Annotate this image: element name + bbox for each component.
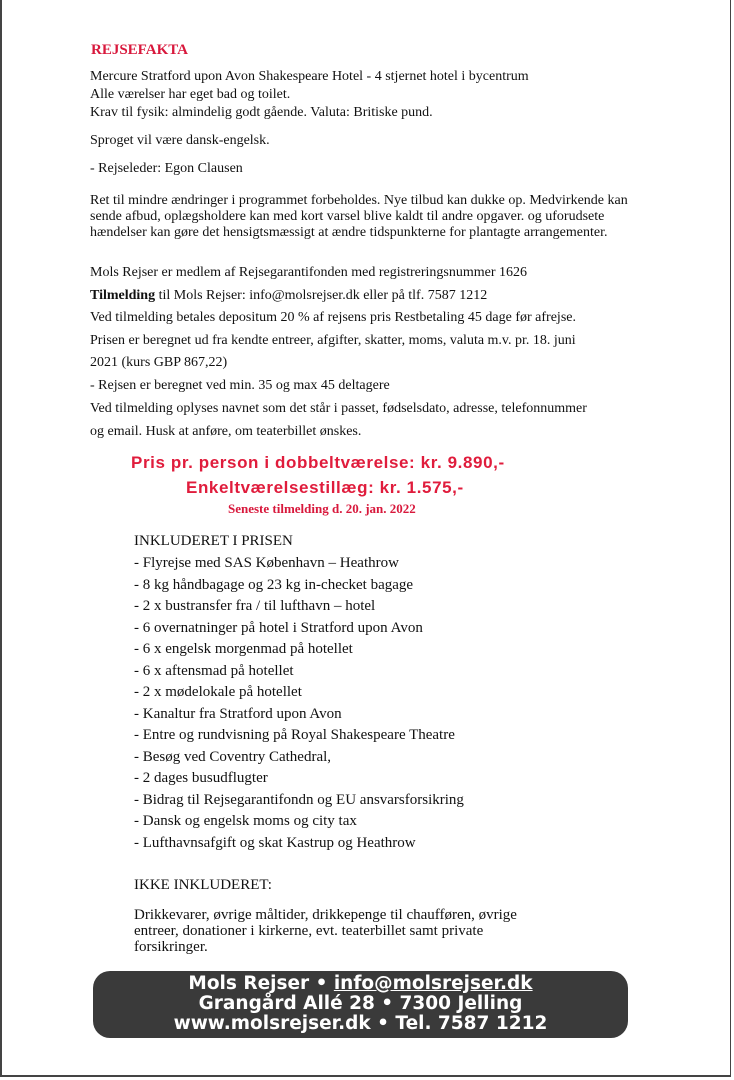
guide-line: - Rejseleder: Egon Clausen	[90, 161, 243, 176]
fitness-line: Krav til fysik: almindelig godt gående. Valuta: Britiske pund.	[90, 105, 433, 120]
excluded-heading: IKKE INKLUDERET:	[134, 877, 272, 893]
participants-line: - Rejsen er beregnet ved min. 35 og max 45 deltagere	[90, 378, 390, 393]
list-item: - Bidrag til Rejsegarantifondn og EU ansvarsforsikring	[134, 791, 464, 808]
email-link[interactable]: info@molsrejser.dk	[333, 973, 533, 994]
price-basis-line-2: 2021 (kurs GBP 867,22)	[90, 355, 228, 370]
list-item: - 6 overnatninger på hotel i Stratford upon Avon	[134, 619, 423, 636]
included-heading: INKLUDERET I PRISEN	[134, 533, 293, 549]
membership-line: Mols Rejser er medlem af Rejsegarantifonden med registreringsnummer 1626	[90, 265, 527, 280]
signup-deadline: Seneste tilmelding d. 20. jan. 2022	[228, 501, 416, 516]
list-item: - Dansk og engelsk moms og city tax	[134, 813, 357, 829]
list-item: - Kanaltur fra Stratford upon Avon	[134, 705, 342, 722]
footer-address: Grangård Allé 28 • 7300 Jelling	[198, 993, 523, 1014]
deposit-line: Ved tilmelding betales depositum 20 % af rejsens pris Restbetaling 45 dage før afrejse.	[90, 310, 576, 325]
list-item: - Flyrejse med SAS København – Heathrow	[134, 555, 399, 571]
hotel-line: Mercure Stratford upon Avon Shakespeare Hotel - 4 stjernet hotel i bycentrum	[90, 69, 529, 84]
signup-details: til Mols Rejser: info@molsrejser.dk eller på tlf. 7587 1212	[155, 288, 488, 303]
included-list	[134, 553, 464, 854]
signup-label: Tilmelding	[90, 288, 156, 303]
signup-line	[90, 288, 487, 304]
language-line: Sproget vil være dansk-engelsk.	[90, 133, 270, 148]
info-line-1: Ved tilmelding oplyses navnet som det står i passet, fødselsdato, adresse, telefonnummer	[90, 401, 587, 416]
price-basis-line-1: Prisen er beregnet ud fra kendte entreer, afgifter, skatter, moms, valuta m.v. pr. 18. juni	[90, 333, 576, 348]
info-line-2: og email. Husk at anføre, om teaterbillet ønskes.	[90, 424, 362, 439]
footer-company: Mols Rejser •	[188, 973, 334, 994]
list-item: - Entre og rundvisning på Royal Shakespeare Theatre	[134, 727, 455, 743]
list-item: - 8 kg håndbagage og 23 kg in-checket bagage	[134, 576, 414, 593]
list-item: - 6 x aftensmad på hotellet	[134, 662, 294, 679]
list-item: - Besøg ved Coventry Cathedral,	[134, 748, 332, 765]
list-item: - 2 dages busudflugter	[134, 770, 268, 786]
single-supplement-price: Enkeltværelsestillæg: kr. 1.575,-	[186, 478, 464, 497]
excluded-text: Drikkevarer, øvrige måltider, drikkepenge til chaufføren, øvrige entreer, donationer i kirkerne, evt. teaterbillet samt private forsikringer.	[134, 907, 517, 955]
list-item: - 2 x mødelokale på hotellet	[134, 684, 302, 700]
disclaimer-text: Ret til mindre ændringer i programmet forbeholdes. Nye tilbud kan dukke op. Medvirkende kan sende afbud, oplægsholdere kan med kort varsel blive kaldt til andre opgaver. og uforudsete hændelser kan gøre det hensigtsmæssigt at ændre tidspunkterne for plantagte arrangementer.	[90, 193, 628, 240]
contact-footer	[93, 971, 628, 1038]
footer-company-row	[93, 974, 628, 994]
list-item: - Lufthavnsafgift og skat Kastrup og Heathrow	[134, 834, 416, 851]
footer-web-phone[interactable]: www.molsrejser.dk • Tel. 7587 1212	[173, 1013, 548, 1034]
rooms-line: Alle værelser har eget bad og toilet.	[90, 87, 291, 102]
list-item: - 2 x bustransfer fra / til lufthavn – hotel	[134, 598, 376, 614]
list-item: - 6 x engelsk morgenmad på hotellet	[134, 641, 353, 657]
double-room-price: Pris pr. person i dobbeltværelse: kr. 9.890,-	[131, 453, 505, 472]
rejsefakta-heading: REJSEFAKTA	[91, 42, 188, 58]
